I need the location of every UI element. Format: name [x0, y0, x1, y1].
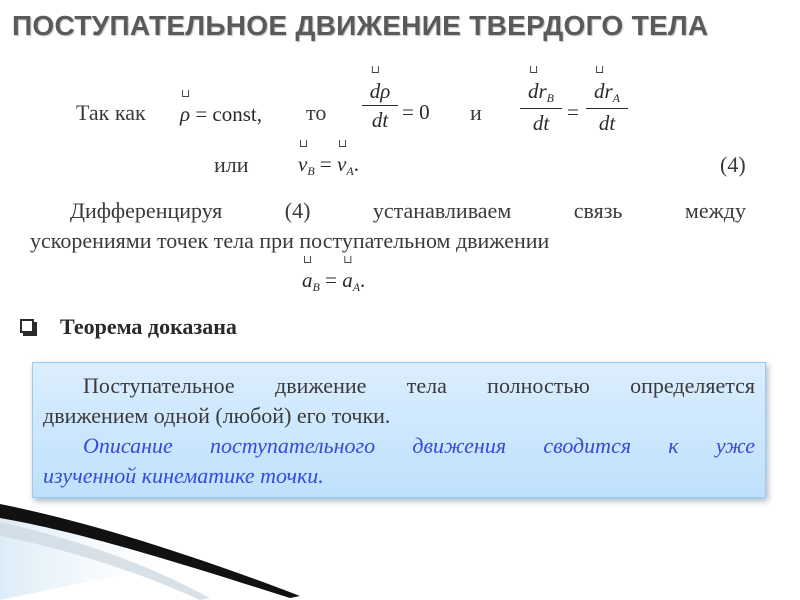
rho-const-formula: ⊔ ρ = const, — [180, 88, 263, 126]
theorem-label: Теорема доказана — [60, 314, 237, 339]
derivative-ra: ⊔ drA dt — [586, 78, 628, 136]
equals-zero: = 0 — [402, 100, 430, 124]
callout-line-4: изученной кинематике точки. — [43, 463, 324, 488]
acceleration-equation: ⊔ aB = ⊔ aA. — [302, 254, 366, 294]
since-label: Так как — [76, 100, 146, 125]
slide-title: ПОСТУПАТЕЛЬНОЕ ДВИЖЕНИЕ ТВЕРДОГО ТЕЛА — [12, 10, 709, 41]
conclusion-callout — [32, 362, 766, 498]
equals-sign: = — [567, 100, 579, 124]
velocity-equation: ⊔ vB = ⊔ vA. — [298, 138, 359, 178]
differentiation-paragraph: Дифференцируя (4) устанавливаем связь между ускорениями точек тела при поступательном движении — [30, 198, 746, 253]
decorative-swoosh — [0, 498, 340, 600]
callout-line-3: Описание поступательного движения сводится к уже — [83, 433, 755, 458]
equation-number: (4) — [720, 152, 746, 177]
and-label: и — [470, 100, 482, 125]
derivative-rho: ⊔ dρ dt — [362, 78, 398, 133]
callout-line-2: движением одной (любой) его точки. — [43, 403, 391, 428]
checkbox-bullet-icon — [20, 319, 34, 333]
derivative-rb: ⊔ drB dt — [520, 78, 562, 136]
or-label: или — [214, 152, 249, 177]
theorem-bullet — [20, 314, 237, 340]
then-label: то — [306, 100, 327, 125]
callout-line-1: Поступательное движение тела полностью определяется — [83, 373, 755, 398]
